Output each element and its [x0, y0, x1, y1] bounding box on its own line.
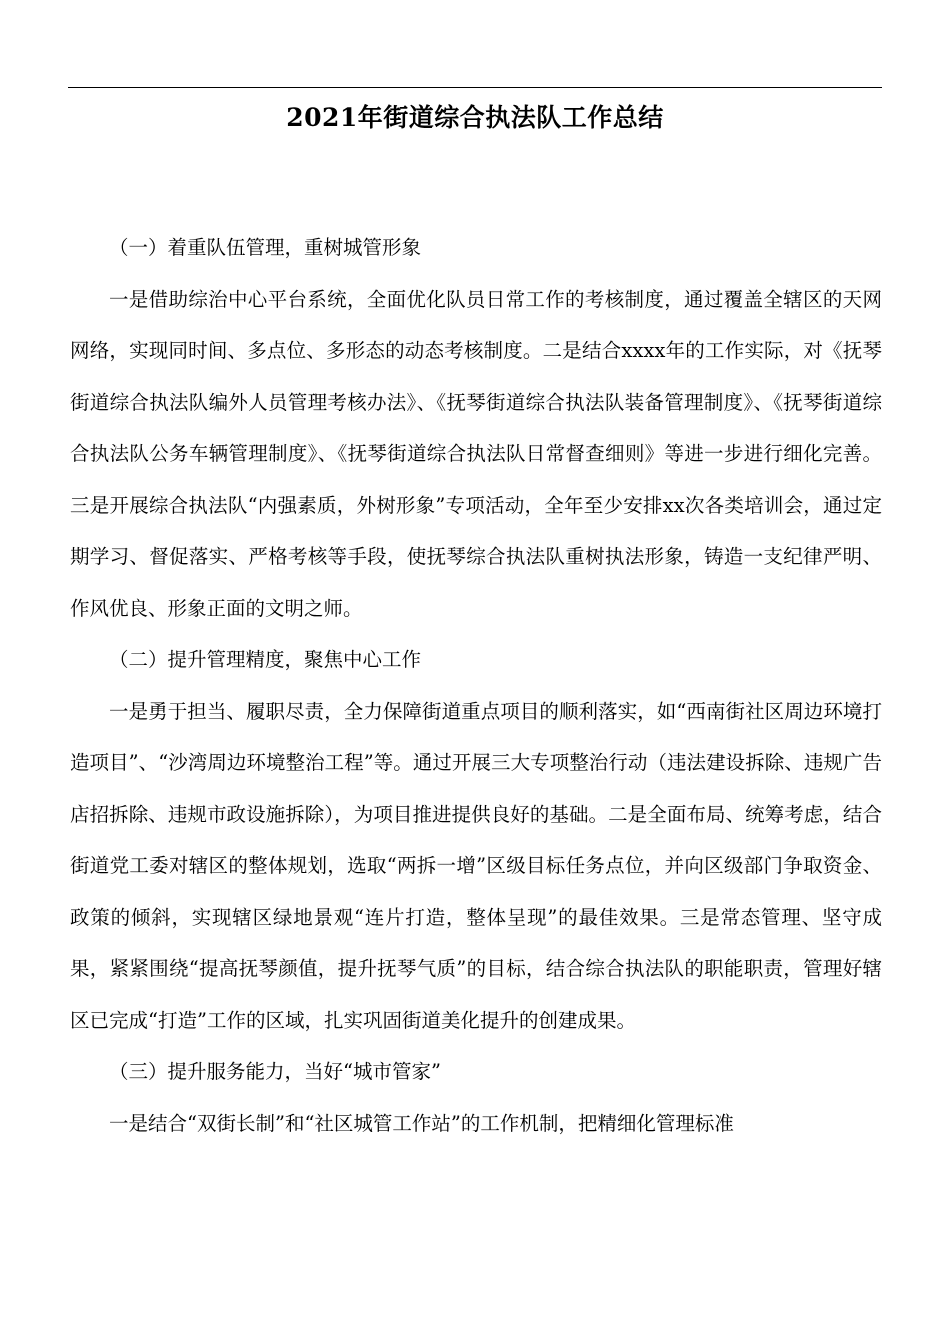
section-paragraph-2: 一是勇于担当、履职尽责，全力保障街道重点项目的顺利落实，如“西南街社区周边环境打造项目”、“沙湾周边环境整治工程”等。通过开展三大专项整治行动（违法建设拆除、违规广告店招拆除、违规市政设施拆除），为项目推进提供良好的基础。二是全面布局、统筹考虑，结合街道党工委对辖区的整体规划，选取“两拆一增”区级目标任务点位，并向区级部门争取资金、政策的倾斜，实现辖区绿地景观“连片打造，整体呈现”的最佳效果。三是常态管理、坚守成果，紧紧围绕“提高抚琴颜值，提升抚琴气质”的目标，结合综合执法队的职能职责，管理好辖区已完成“打造”工作的区域，扎实巩固街道美化提升的创建成果。	[70, 699, 882, 1032]
document-body	[70, 222, 882, 1149]
document-title: 2021年街道综合执法队工作总结	[286, 103, 664, 132]
section-heading-1: （一）着重队伍管理，重树城管形象	[109, 236, 422, 259]
section-heading-3: （三）提升服务能力，当好“城市管家”	[109, 1060, 441, 1083]
section-heading-2: （二）提升管理精度，聚焦中心工作	[109, 648, 422, 671]
header-rule	[68, 87, 882, 88]
section-paragraph-1: 一是借助综治中心平台系统，全面优化队员日常工作的考核制度，通过覆盖全辖区的天网网络，实现同时间、多点位、多形态的动态考核制度。二是结合xxxx年的工作实际，对《抚琴街道综合执法队编外人员管理考核办法》、《抚琴街道综合执法队装备管理制度》、《抚琴街道综合执法队公务车辆管理制度》、《抚琴街道综合执法队日常督查细则》等进一步进行细化完善。三是开展综合执法队“内强素质，外树形象”专项活动，全年至少安排xx次各类培训会，通过定期学习、督促落实、严格考核等手段，使抚琴综合执法队重树执法形象，铸造一支纪律严明、作风优良、形象正面的文明之师。	[70, 287, 882, 620]
section-paragraph-3: 一是结合“双街长制”和“社区城管工作站”的工作机制，把精细化管理标准	[109, 1111, 734, 1135]
